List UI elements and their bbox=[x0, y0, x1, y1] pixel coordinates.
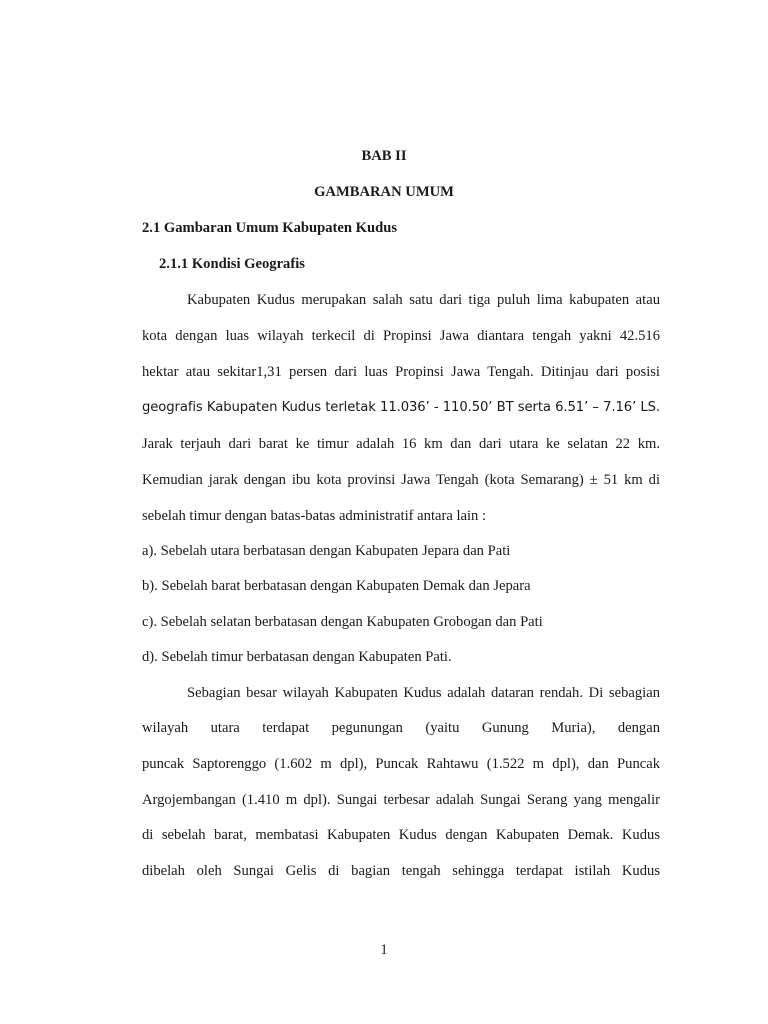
paragraph-line: hektar atau sekitar1,31 persen dari luas Propinsi Jawa Tengah. Ditinjau dari posisi bbox=[142, 364, 660, 380]
chapter-heading: BAB II bbox=[361, 148, 407, 164]
paragraph-line: geografis Kabupaten Kudus terletak 11.036’ - 110.50’ BT serta 6.51’ – 7.16’ LS. bbox=[142, 400, 660, 415]
chapter-title: GAMBARAN UMUM bbox=[314, 184, 454, 200]
page-number: 1 bbox=[380, 942, 388, 958]
paragraph-line: Sebagian besar wilayah Kabupaten Kudus adalah dataran rendah. Di sebagian bbox=[187, 685, 660, 701]
paragraph-line: Kabupaten Kudus merupakan salah satu dari tiga puluh lima kabupaten atau bbox=[187, 292, 660, 308]
section-heading: 2.1 Gambaran Umum Kabupaten Kudus bbox=[142, 220, 398, 236]
border-item: a). Sebelah utara berbatasan dengan Kabupaten Jepara dan Pati bbox=[142, 543, 511, 559]
paragraph-line: kota dengan luas wilayah terkecil di Propinsi Jawa diantara tengah yakni 42.516 bbox=[142, 328, 660, 344]
paragraph-line: dibelah oleh Sungai Gelis di bagian tengah sehingga terdapat istilah Kudus bbox=[142, 863, 660, 879]
paragraph-line: Jarak terjauh dari barat ke timur adalah 16 km dan dari utara ke selatan 22 km. bbox=[142, 436, 660, 452]
paragraph-line: wilayah utara terdapat pegunungan (yaitu Gunung Muria), dengan bbox=[142, 720, 660, 736]
paragraph-line: sebelah timur dengan batas-batas administratif antara lain : bbox=[142, 508, 487, 524]
border-item: b). Sebelah barat berbatasan dengan Kabupaten Demak dan Jepara bbox=[142, 578, 531, 594]
paragraph-line: Kemudian jarak dengan ibu kota provinsi Jawa Tengah (kota Semarang) ± 51 km di bbox=[142, 472, 660, 488]
border-item: d). Sebelah timur berbatasan dengan Kabupaten Pati. bbox=[142, 649, 452, 665]
paragraph-line: di sebelah barat, membatasi Kabupaten Kudus dengan Kabupaten Demak. Kudus bbox=[142, 827, 660, 843]
paragraph-line: Argojembangan (1.410 m dpl). Sungai terbesar adalah Sungai Serang yang mengalir bbox=[142, 792, 660, 808]
paragraph-line: puncak Saptorenggo (1.602 m dpl), Puncak Rahtawu (1.522 m dpl), dan Puncak bbox=[142, 756, 660, 772]
subsection-heading: 2.1.1 Kondisi Geografis bbox=[159, 256, 305, 272]
border-item: c). Sebelah selatan berbatasan dengan Kabupaten Grobogan dan Pati bbox=[142, 614, 543, 630]
